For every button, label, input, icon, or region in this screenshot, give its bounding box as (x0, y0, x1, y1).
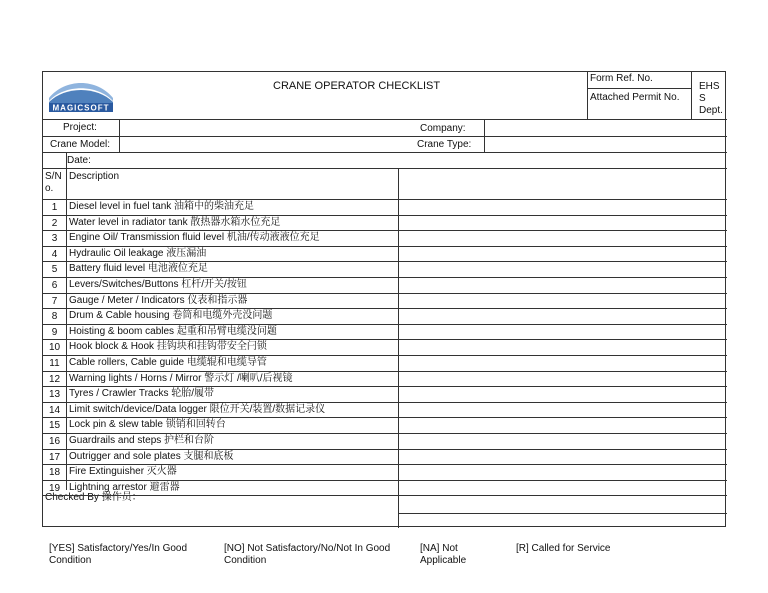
row-status-field[interactable] (399, 372, 726, 386)
row-description: Tyres / Crawler Tracks 轮胎/履带 (69, 388, 215, 400)
row-number: 10 (48, 342, 61, 354)
row-number: 15 (48, 420, 61, 432)
row-description: Battery fluid level 电池液位充足 (69, 263, 208, 275)
row-description: Outrigger and sole plates 支腿和底板 (69, 450, 234, 462)
row-number: 18 (48, 467, 61, 479)
row-status-field[interactable] (399, 216, 726, 230)
row-status-field[interactable] (399, 356, 726, 370)
row-number: 4 (51, 248, 58, 260)
row-status-field[interactable] (399, 325, 726, 339)
crane-model-label: Crane Model: (50, 139, 111, 150)
row-description: Gauge / Meter / Indicators 仪表和指示器 (69, 294, 248, 306)
row-description: Diesel level in fuel tank 油箱中的柴油充足 (69, 201, 255, 212)
checklist-form (42, 71, 726, 527)
row-description: Hoisting & boom cables 起重和吊臂电缆没问题 (69, 325, 277, 337)
magicsoft-logo (47, 76, 115, 112)
row-description: Warning lights / Horns / Mirror 警示灯 /喇叭/后视镜 (69, 372, 293, 384)
row-number: 6 (51, 280, 58, 291)
row-number: 12 (48, 373, 61, 385)
row-status-field[interactable] (399, 481, 726, 495)
row-number: 9 (51, 326, 58, 338)
row-number: 7 (51, 295, 58, 307)
checked-by-label: Checked By 操作员： (45, 492, 142, 503)
row-status-field[interactable] (399, 340, 726, 354)
row-description: Guardrails and steps 护栏和台阶 (69, 435, 215, 446)
row-status-field[interactable] (399, 200, 726, 214)
legend-na: [NA] Not Applicable (420, 543, 467, 566)
legend-yes: [YES] Satisfactory/Yes/In Good Condition (49, 543, 188, 566)
row-description: Levers/Switches/Buttons 杠杆/开关/按钮 (69, 279, 247, 290)
row-description: Lightning arrestor 避雷器 (69, 481, 180, 493)
crane-type-field[interactable] (485, 137, 726, 151)
row-number: 1 (51, 202, 58, 213)
crane-type-label: Crane Type: (417, 139, 472, 150)
row-status-field[interactable] (399, 262, 726, 276)
project-label: Project: (63, 122, 97, 133)
row-number: 19 (48, 482, 61, 494)
row-status-field[interactable] (399, 231, 726, 245)
form-title: CRANE OPERATOR CHECKLIST (273, 80, 441, 92)
row-number: 8 (51, 311, 58, 323)
row-status-field[interactable] (399, 309, 726, 323)
row-status-field[interactable] (399, 278, 726, 292)
sn-header-line1: S/N (45, 171, 62, 182)
legend-no: [NO] Not Satisfactory/No/Not In Good Condition (224, 543, 391, 566)
row-description: Drum & Cable housing 卷筒和电缆外壳没问题 (69, 310, 273, 322)
row-status-field[interactable] (399, 434, 726, 448)
form-ref-label: Form Ref. No. (590, 73, 653, 84)
dept-line-1: EHS (699, 81, 720, 92)
row-description: Engine Oil/ Transmission fluid level 机油/传动液液位充足 (69, 232, 320, 244)
description-header: Description (69, 171, 120, 182)
row-number: 11 (49, 358, 60, 369)
dept-line-3: Dept. (699, 105, 723, 116)
attached-permit-label: Attached Permit No. (590, 92, 680, 103)
row-description: Hook block & Hook 挂钩块和挂钩带安全闩锁 (69, 341, 267, 353)
company-label: Company: (420, 123, 466, 134)
row-number: 13 (48, 389, 61, 401)
date-label: Date: (67, 155, 91, 166)
row-status-field[interactable] (399, 247, 726, 261)
date-field[interactable] (67, 153, 726, 167)
row-status-field[interactable] (399, 387, 726, 401)
legend-r: [R] Called for Service (516, 543, 611, 554)
dept-line-2: S (699, 93, 706, 104)
row-status-field[interactable] (399, 403, 726, 417)
project-field[interactable] (120, 120, 483, 135)
row-description: Fire Extinguisher 灭火器 (69, 466, 177, 478)
sn-header-line2: o. (45, 183, 54, 194)
row-number: 2 (51, 217, 58, 229)
company-field[interactable] (485, 120, 726, 135)
row-number: 16 (48, 436, 61, 447)
row-description: Hydraulic Oil leakage 液压漏油 (69, 247, 207, 259)
row-status-field[interactable] (399, 294, 726, 308)
row-status-field[interactable] (399, 418, 726, 432)
crane-model-field[interactable] (120, 137, 483, 151)
row-number: 17 (48, 451, 61, 463)
svg-text:MAGICSOFT: MAGICSOFT (52, 103, 110, 112)
row-description: Cable rollers, Cable guide 电缆辊和电缆导管 (69, 357, 267, 368)
row-number: 5 (51, 264, 58, 276)
row-description: Water level in radiator tank 散热器水箱水位充足 (69, 216, 281, 228)
row-number: 3 (51, 233, 58, 245)
row-status-field[interactable] (399, 465, 726, 479)
row-status-field[interactable] (399, 450, 726, 464)
row-description: Lock pin & slew table 锁销和回转台 (69, 419, 226, 431)
row-number: 14 (48, 404, 61, 416)
row-description: Limit switch/device/Data logger 限位开关/装置/数据记录仪 (69, 403, 326, 415)
